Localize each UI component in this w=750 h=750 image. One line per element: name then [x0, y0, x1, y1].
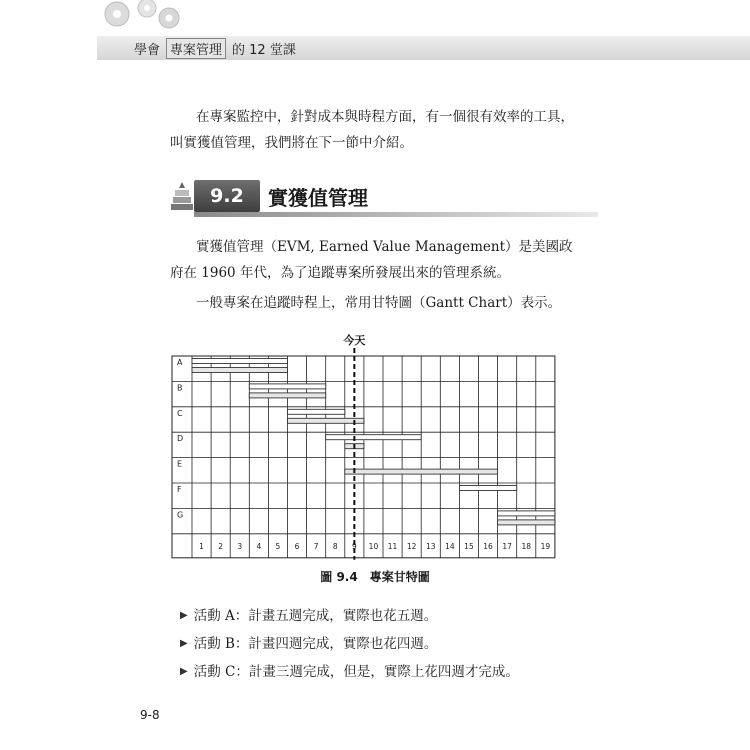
gantt-week-label: 4	[256, 541, 262, 551]
gantt-planned-bar	[459, 486, 516, 491]
gantt-planned-bar	[326, 435, 422, 440]
gantt-actual-bar	[192, 368, 288, 373]
triangle-bullet-icon: ▶	[180, 638, 188, 649]
gantt-week-label: 8	[332, 541, 338, 551]
figure-caption: 圖 9.4 專案甘特圖	[320, 570, 430, 584]
header-title	[134, 37, 296, 59]
triangle-bullet-icon: ▶	[180, 610, 188, 621]
gantt-week-label: 9	[351, 541, 357, 551]
gantt-row-label: D	[177, 434, 184, 444]
gantt-week-label: 3	[237, 541, 243, 551]
gantt-week-label: 12	[406, 541, 417, 551]
gantt-row-label: A	[177, 358, 183, 367]
gantt-row-label: C	[177, 408, 183, 418]
gantt-week-label: 1	[199, 541, 204, 551]
gantt-week-label: 15	[464, 541, 474, 551]
bullet-text: 活動 A：計畫五週完成，實際也花五週。	[193, 608, 438, 624]
gantt-row-label: E	[177, 459, 183, 469]
gantt-week-label: 17	[502, 541, 512, 551]
bullet-text: 活動 C：計畫三週完成，但是，實際上花四週才完成。	[193, 664, 519, 680]
body-paragraph-2: 一般專案在追蹤時程上，常用甘特圖（Gantt Chart）表示。	[196, 295, 562, 311]
gantt-actual-bar	[498, 520, 555, 525]
bullet-list	[180, 602, 519, 686]
gantt-week-label: 18	[521, 541, 532, 551]
today-label: 今天	[343, 334, 366, 347]
stacked-books-icon	[168, 182, 196, 214]
gantt-week-label: 14	[445, 541, 455, 551]
gantt-row-label: F	[177, 485, 182, 494]
gantt-week-label: 6	[294, 541, 300, 551]
section-rule	[194, 212, 598, 217]
header-title-prefix: 學會	[134, 42, 161, 58]
page-number: 9-8	[140, 708, 160, 722]
gantt-planned-bar	[498, 511, 555, 516]
section-title: 實獲值管理	[268, 185, 368, 210]
gantt-week-label: 2	[218, 541, 224, 551]
section-number: 9.2	[194, 180, 260, 212]
gantt-actual-bar	[288, 418, 364, 423]
gantt-week-label: 13	[425, 541, 436, 551]
intro-paragraph: 在專案監控中，針對成本與時程方面，有一個很有效率的工具，叫實獲值管理，我們將在下一節中介紹。	[170, 109, 574, 151]
gantt-chart	[160, 330, 560, 562]
gantt-week-label: 16	[483, 541, 493, 551]
gantt-week-label: 7	[313, 541, 319, 551]
gantt-planned-bar	[249, 384, 325, 389]
gantt-row-label: B	[177, 383, 183, 393]
body-paragraph-1: 實獲值管理（EVM, Earned Value Management）是美國政府在 1960 年代，為了追蹤專案所發展出來的管理系統。	[170, 239, 573, 281]
gantt-week-label: 5	[275, 541, 281, 551]
list-item	[180, 602, 519, 630]
gantt-planned-bar	[288, 409, 345, 414]
bullet-text: 活動 B：計畫四週完成，實際也花四週。	[193, 636, 438, 652]
gantt-actual-bar	[249, 393, 325, 398]
list-item	[180, 658, 519, 686]
gantt-week-label: 10	[368, 541, 379, 551]
gear-icon	[97, 0, 187, 36]
gantt-week-label: 11	[387, 541, 398, 551]
header-title-highlight: 專案管理	[166, 38, 226, 59]
gantt-actual-bar	[345, 469, 498, 474]
section-heading	[168, 178, 598, 218]
triangle-bullet-icon: ▶	[180, 666, 188, 677]
gantt-week-label: 19	[540, 541, 551, 551]
gantt-row-label: G	[177, 510, 184, 520]
gantt-planned-bar	[192, 359, 288, 364]
list-item	[180, 630, 519, 658]
header-title-suffix: 的 12 堂課	[232, 42, 296, 58]
